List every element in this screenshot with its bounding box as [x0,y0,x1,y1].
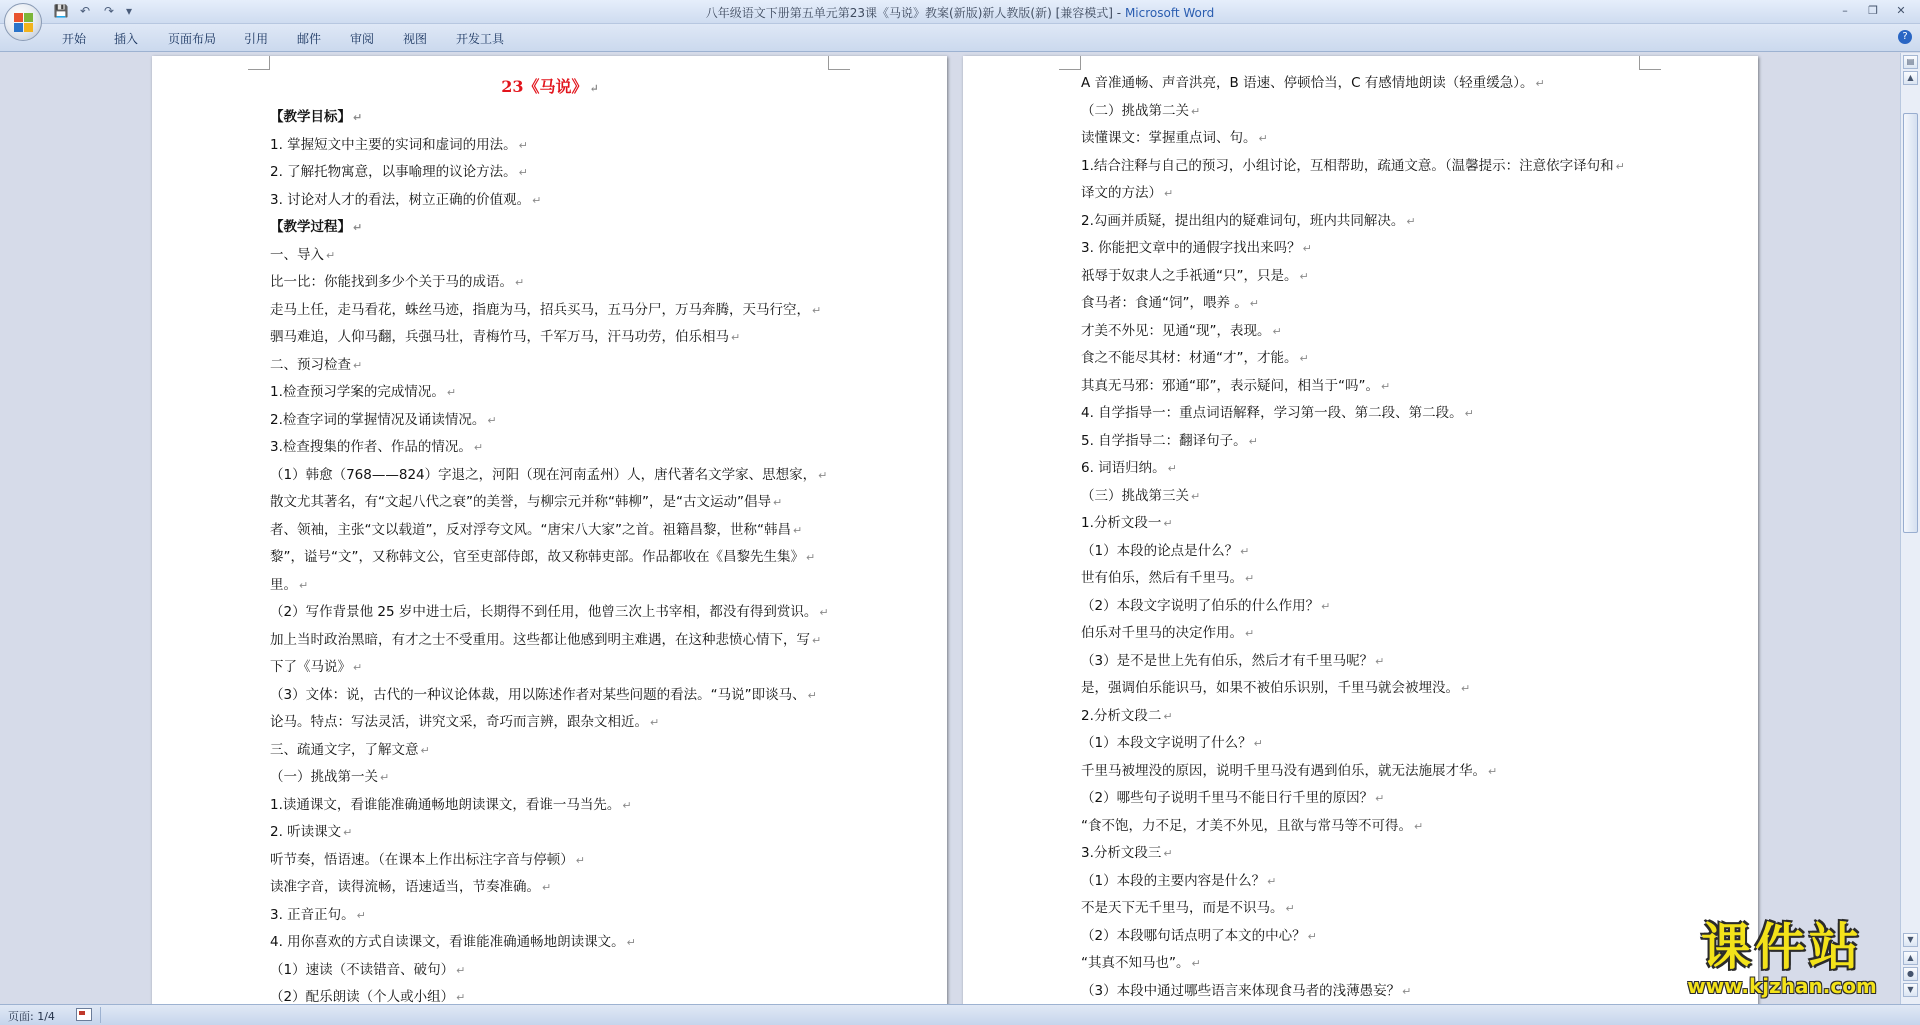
app-name: Microsoft Word [1124,6,1215,20]
paragraph-line[interactable] [1081,648,1641,676]
paragraph-line[interactable] [270,819,830,847]
paragraph-text: （1）本段的论点是什么？ [1081,542,1239,559]
paragraph-mark-icon: ↵ [456,963,466,977]
paragraph-line[interactable] [270,929,830,957]
status-bar [0,1004,1920,1025]
paragraph-text: 3. 正音正句。 [270,906,355,923]
office-button[interactable] [4,3,42,41]
watermark-url: www.kjzhan.com [1687,974,1877,998]
paragraph-text: 2.检查字词的掌握情况及诵读情况。 [270,411,486,428]
paragraph-line[interactable] [1081,125,1641,153]
paragraph-line[interactable] [1081,70,1641,98]
paragraph-mark-icon: ↵ [487,413,497,427]
paragraph-text: 2. 听读课文 [270,824,342,840]
paragraph-text: （1）本段文字说明了什么？ [1081,735,1252,751]
paragraph-line[interactable] [270,214,830,242]
paragraph-line[interactable] [270,462,830,490]
save-icon[interactable]: 💾 [53,4,69,18]
paragraph-line[interactable] [1081,428,1641,456]
paragraph-text: （3）是不是世上先有伯乐，然后才有千里马呢？ [1081,652,1374,669]
paragraph-line[interactable] [270,407,830,435]
paragraph-text: 食马者：食通“饲”，喂养 。 [1081,295,1248,311]
document-workspace [0,53,1900,1004]
paragraph-text: 4. 自学指导一：重点词语解释，学习第一段、第二段、第二段。 [1081,405,1463,421]
paragraph-text: 比一比：你能找到多少个关于马的成语。 [270,274,513,290]
page-1-text[interactable] [270,70,830,1004]
paragraph-mark-icon: ↵ [456,991,466,1004]
paragraph-line[interactable] [1081,730,1641,758]
paragraph-mark-icon: ↵ [1267,874,1277,888]
tab-references[interactable]: 引用 [244,32,269,46]
paragraph-line[interactable] [270,984,830,1004]
paragraph-mark-icon: ↵ [299,578,309,592]
paragraph-mark-icon: ↵ [515,276,525,289]
paragraph-mark-icon: ↵ [1402,984,1412,998]
restore-icon[interactable]: ❐ [1868,4,1878,17]
paragraph-mark-icon: ↵ [805,551,816,564]
paragraph-line[interactable] [270,379,830,407]
paragraph-mark-icon: ↵ [1167,462,1177,475]
paragraph-mark-icon: ↵ [1285,902,1295,915]
paragraph-line[interactable] [1081,318,1641,346]
vertical-scrollbar[interactable] [1900,53,1920,1004]
paragraph-mark-icon: ↵ [1249,297,1259,310]
paragraph-text: （三）挑战第三关 [1081,487,1189,504]
paragraph-mark-icon: ↵ [1461,682,1471,695]
paragraph-text: （一）挑战第一关 [270,769,378,785]
paragraph-line[interactable] [270,269,830,297]
paragraph-mark-icon: ↵ [818,468,828,482]
crop-mark [248,56,270,70]
paragraph-text: 2.分析文段二 [1081,707,1162,724]
paragraph-mark-icon: ↵ [1380,379,1391,393]
paragraph-text: 二、预习检查 [270,356,351,373]
paragraph-line[interactable] [270,132,830,160]
paragraph-mark-icon: ↵ [622,798,632,812]
paragraph-line[interactable] [270,599,830,627]
paragraph-line[interactable] [1081,868,1641,896]
paragraph-mark-icon: ↵ [380,771,390,784]
crop-mark [1059,56,1081,70]
paragraph-text: 听节奏，悟语速。（在课本上作出标注字音与停顿） [270,851,574,868]
paragraph-mark-icon: ↵ [1464,407,1474,420]
paragraph-mark-icon: ↵ [353,221,363,234]
tab-page-layout[interactable]: 页面布局 [168,32,217,46]
paragraph-line[interactable] [1081,263,1641,291]
watermark-main-text: 课件站 [1701,918,1863,976]
previous-page-icon[interactable]: ▲ [1903,951,1918,965]
paragraph-text: （2）配乐朗读（个人或小组） [270,989,455,1004]
paragraph-text: （2）本段哪句话点明了本文的中心？ [1081,927,1306,944]
paragraph-line[interactable] [1081,180,1641,208]
paragraph-text: 不是天下无千里马，而是不识马。 [1081,900,1284,916]
paragraph-mark-icon: ↵ [812,303,822,317]
paragraph-mark-icon: ↵ [1245,627,1255,640]
paragraph-line[interactable] [1081,758,1641,786]
ruler-toggle-icon[interactable]: ▤ [1903,55,1918,69]
tab-view[interactable]: 视图 [403,32,428,46]
scroll-down-icon[interactable]: ▼ [1903,933,1918,947]
proofing-icon[interactable] [76,1008,92,1021]
paragraph-line[interactable] [1081,208,1641,236]
status-divider [100,1007,101,1023]
paragraph-text: （3）本段中通过哪些语言来体现食马者的浅薄愚妄？ [1081,982,1401,999]
paragraph-text: （1）本段的主要内容是什么？ [1081,872,1266,889]
paragraph-text: （1）速读（不读错音、破句） [270,961,455,978]
paragraph-mark-icon: ↵ [1488,764,1498,778]
paragraph-mark-icon: ↵ [542,881,552,894]
paragraph-mark-icon: ↵ [473,441,484,454]
paragraph-text: 译文的方法） [1081,185,1162,201]
title-separator: - [1112,6,1125,20]
paragraph-line[interactable] [270,159,830,187]
paragraph-text: 走马上任，走马看花，蛛丝马迹，指鹿为马，招兵买马，五马分尸，万马奔腾，天马行空， [270,301,810,318]
paragraph-mark-icon: ↵ [772,496,783,509]
paragraph-text: A 音准通畅、声音洪亮，B 语速、停顿恰当，C 有感情地朗读（轻重缓急）。 [1081,75,1534,91]
paragraph-line[interactable] [270,434,830,462]
tab-insert[interactable]: 插入 [114,32,139,46]
paragraph-text: （1）韩愈（768——824）字退之，河阳（现在河南孟州）人，唐代著名文学家、思想家， [270,466,817,483]
paragraph-text: 论马。特点：写法灵活，讲究文采，奇巧而言辨，跟杂文相近。 [270,714,648,730]
paragraph-mark-icon: ↵ [1299,269,1309,283]
paragraph-line[interactable] [270,544,830,572]
paragraph-mark-icon: ↵ [1164,187,1174,200]
paragraph-mark-icon: ↵ [1245,572,1255,585]
help-icon[interactable]: ? [1898,30,1912,44]
paragraph-text: 1.读通课文，看谁能准确通畅地朗读课文，看谁一马当先。 [270,796,621,813]
paragraph-text: 一、导入 [270,246,324,263]
paragraph-text: “食不饱，力不足，才美不外见，且欲与常马等不可得。 [1081,817,1412,834]
paragraph-mark-icon: ↵ [532,193,542,207]
paragraph-line[interactable] [1081,620,1641,648]
tab-home[interactable]: 开始 [62,32,87,46]
paragraph-mark-icon: ↵ [1375,654,1385,668]
paragraph-mark-icon: ↵ [812,633,822,647]
close-icon[interactable]: ✕ [1896,4,1906,17]
paragraph-mark-icon: ↵ [1253,737,1263,750]
paragraph-mark-icon: ↵ [1406,214,1416,228]
paragraph-text: 伯乐对千里马的决定作用。 [1081,625,1243,641]
paragraph-line[interactable] [270,792,830,820]
paragraph-mark-icon: ↵ [1191,957,1201,970]
paragraph-line[interactable] [1081,483,1641,511]
paragraph-text: 4. 用你喜欢的方式自读课文，看谁能准确通畅地朗读课文。 [270,934,625,950]
paragraph-line[interactable] [1081,785,1641,813]
ribbon-tabs [0,24,1920,52]
paragraph-text: 世有伯乐，然后有千里马。 [1081,570,1243,586]
paragraph-text: （2）写作背景他 25 岁中进士后，长期得不到任用，他曾三次上书宰相，都没有得到赏识。 [270,604,818,620]
paragraph-line[interactable] [1081,923,1641,951]
crop-mark [828,56,850,70]
paragraph-text: 食之不能尽其材：材通“才”，才能。 [1081,350,1298,366]
paragraph-line[interactable] [1081,675,1641,703]
paragraph-line[interactable] [1081,813,1641,841]
office-logo-icon [14,13,34,33]
paragraph-mark-icon: ↵ [1272,324,1282,338]
paragraph-mark-icon: ↵ [1163,709,1173,723]
customize-qat-icon[interactable]: ▾ [125,4,133,18]
paragraph-line[interactable] [270,297,830,325]
page-2-text[interactable] [1081,70,1641,1004]
paragraph-line[interactable] [1081,510,1641,538]
paragraph-text: 6. 词语归纳。 [1081,460,1166,476]
paragraph-line[interactable] [1081,593,1641,621]
paragraph-line[interactable] [1081,400,1641,428]
paragraph-mark-icon: ↵ [819,606,829,619]
paragraph-line[interactable] [1081,565,1641,593]
paragraph-mark-icon: ↵ [353,358,363,372]
paragraph-line[interactable] [1081,373,1641,401]
paragraph-mark-icon: ↵ [1163,517,1173,530]
paragraph-text: 才美不外见：见通“现”，表现。 [1081,322,1271,339]
paragraph-mark-icon: ↵ [650,716,660,729]
paragraph-line[interactable] [270,709,830,737]
paragraph-mark-icon: ↵ [1191,104,1201,118]
document-heading: 23《马说》 ↵ [501,77,599,96]
paragraph-line[interactable] [1081,703,1641,731]
tab-developer[interactable]: 开发工具 [456,32,505,46]
paragraph-text: （2）本段文字说明了伯乐的什么作用？ [1081,597,1320,614]
paragraph-mark-icon: ↵ [1258,132,1268,145]
window-controls [1832,2,1914,20]
paragraph-text: 3. 讨论对人才的看法，树立正确的价值观。 [270,191,531,208]
paragraph-text: 3.检查搜集的作者、作品的情况。 [270,439,472,455]
paragraph-mark-icon: ↵ [1191,489,1201,503]
paragraph-mark-icon: ↵ [446,386,457,399]
window-title [0,4,1920,21]
paragraph-line[interactable] [270,572,830,600]
paragraph-line[interactable] [270,352,830,380]
paragraph-text: 加上当时政治黑暗，有才之士不受重用。这些都让他感到明主难遇，在这种悲愤心情下，写 [270,631,810,648]
scroll-up-icon[interactable]: ▲ [1903,71,1918,85]
paragraph-line[interactable] [1081,950,1641,978]
paragraph-text: 1. 掌握短文中主要的实词和虚词的用法。 [270,136,517,153]
paragraph-line[interactable] [270,104,830,132]
paragraph-line[interactable] [270,957,830,985]
paragraph-line[interactable] [1081,235,1641,263]
paragraph-text: （2）哪些句子说明千里马不能日行千里的原因？ [1081,790,1374,806]
paragraph-text: 5. 自学指导二：翻译句子。 [1081,432,1247,449]
undo-icon[interactable]: ↶ [79,4,91,18]
paragraph-mark-icon: ↵ [1307,929,1317,943]
paragraph-line[interactable] [270,187,830,215]
paragraph-mark-icon: ↵ [420,743,430,757]
paragraph-line[interactable] [1081,538,1641,566]
paragraph-mark-icon: ↵ [1240,544,1250,558]
paragraph-text: 三、疏通文字，了解文意 [270,741,419,758]
paragraph-line[interactable] [270,324,830,352]
paragraph-mark-icon: ↵ [731,331,741,344]
document-page-2[interactable] [963,56,1758,1004]
paragraph-mark-icon: ↵ [356,908,366,922]
paragraph-mark-icon: ↵ [518,138,528,152]
paragraph-text: （二）挑战第二关 [1081,102,1189,119]
paragraph-text: 千里马被埋没的原因，说明千里马没有遇到伯乐，就无法施展才华。 [1081,762,1486,779]
paragraph-mark-icon: ↵ [1535,77,1545,90]
paragraph-mark-icon: ↵ [1248,434,1258,448]
paragraph-text: 驷马难追，人仰马翻，兵强马壮，青梅竹马，千军万马，汗马功劳，伯乐相马 [270,329,729,345]
paragraph-text: 是，强调伯乐能识马，如果不被伯乐识别，千里马就会被埋没。 [1081,680,1459,696]
paragraph-text: 3. 你能把文章中的通假字找出来吗？ [1081,240,1301,256]
paragraph-line[interactable] [270,489,830,517]
paragraph-text: 1.分析文段一 [1081,515,1162,531]
paragraph-mark-icon: ↵ [575,853,585,867]
paragraph-mark-icon: ↵ [792,523,803,537]
paragraph-line[interactable] [270,902,830,930]
paragraph-line[interactable] [1081,455,1641,483]
scroll-thumb[interactable] [1903,113,1918,533]
paragraph-text: 下了《马说》 [270,659,351,675]
paragraph-line[interactable] [270,627,830,655]
crop-mark [1639,56,1661,70]
paragraph-mark-icon: ↵ [1321,599,1331,613]
paragraph-mark-icon: ↵ [626,936,636,949]
paragraph-text: 【教学过程】 [270,219,351,235]
paragraph-line[interactable] [1081,345,1641,373]
paragraph-text: 里。 [270,576,297,593]
title-bar [0,0,1920,24]
paragraph-text: 其真无马邪：邪通“耶”，表示疑问，相当于“吗”。 [1081,377,1379,394]
paragraph-mark-icon: ↵ [1163,847,1173,860]
paragraph-text: 读准字音，读得流畅，语速适当，节奏准确。 [270,879,540,895]
paragraph-mark-icon: ↵ [326,248,336,262]
document-title: 八年级语文下册第五单元第23课《马说》教案(新版)新人教版(新) [兼容模式] [705,6,1113,20]
paragraph-text: 1.结合注释与自己的预习，小组讨论，互相帮助，疏通文意。（温馨提示：注意依字译句和 [1081,157,1614,174]
paragraph-text: “其真不知马也”。 [1081,955,1190,971]
redo-icon[interactable]: ↷ [103,4,115,18]
paragraph-text: 2.勾画并质疑，提出组内的疑难词句，班内共同解决。 [1081,212,1405,229]
paragraph-mark-icon: ↵ [807,688,817,702]
paragraph-line[interactable] [1081,98,1641,126]
paragraph-line[interactable] [1081,895,1641,923]
paragraph-line[interactable] [1081,290,1641,318]
paragraph-line[interactable] [270,764,830,792]
paragraph-text: 2. 了解托物寓意，以事喻理的议论方法。 [270,164,517,180]
paragraph-mark-icon: ↵ [1414,819,1424,833]
select-browse-object-icon[interactable]: ● [1903,967,1918,981]
paragraph-mark-icon: ↵ [1302,242,1312,255]
paragraph-mark-icon: ↵ [1299,352,1309,365]
paragraph-text: 散文尤其著名，有“文起八代之衰”的美誉，与柳宗元并称“韩柳”，是“古文运动”倡导 [270,494,771,510]
paragraph-line[interactable] [270,682,830,710]
paragraph-text: 祇辱于奴隶人之手祇通“只”，只是。 [1081,267,1298,284]
paragraph-text: 黎”，谥号“文”，又称韩文公，官至吏部侍郎，故又称韩吏部。作品都收在《昌黎先生集》 [270,549,804,565]
paragraph-text: 1.检查预习学案的完成情况。 [270,384,445,400]
paragraph-mark-icon: ↵ [1615,159,1625,173]
paragraph-line[interactable] [270,242,830,270]
paragraph-line[interactable] [1081,153,1641,181]
paragraph-line[interactable] [270,654,830,682]
minimize-icon[interactable]: – [1842,4,1848,17]
paragraph-text: 【教学目标】 [270,109,351,125]
paragraph-line[interactable] [270,517,830,545]
paragraph-text: 3.分析文段三 [1081,845,1162,861]
tab-review[interactable]: 审阅 [350,32,375,46]
document-page-1[interactable] [152,56,947,1004]
paragraph-line[interactable] [1081,840,1641,868]
paragraph-mark-icon: ↵ [353,661,363,674]
paragraph-mark-icon: ↵ [1375,792,1385,805]
next-page-icon[interactable]: ▼ [1903,983,1918,997]
page-count[interactable]: 页面: 1/4 [8,1010,55,1023]
tab-mailings[interactable]: 邮件 [297,32,322,46]
paragraph-line[interactable] [270,737,830,765]
paragraph-text: 者、领袖，主张“文以载道”，反对浮夸文风。“唐宋八大家”之首。祖籍昌黎，世称“韩昌 [270,521,791,538]
paragraph-text: （3）文体：说，古代的一种议论体裁，用以陈述作者对某些问题的看法。“马说”即谈马、 [270,686,806,703]
paragraph-line[interactable] [1081,978,1641,1005]
watermark-logo [1666,919,1898,997]
paragraph-mark-icon: ↵ [518,166,528,179]
paragraph-text: 读懂课文：掌握重点词、句。 [1081,130,1257,146]
paragraph-line[interactable] [270,847,830,875]
paragraph-mark-icon: ↵ [353,111,363,124]
paragraph-line[interactable] [270,874,830,902]
paragraph-mark-icon: ↵ [343,826,353,839]
